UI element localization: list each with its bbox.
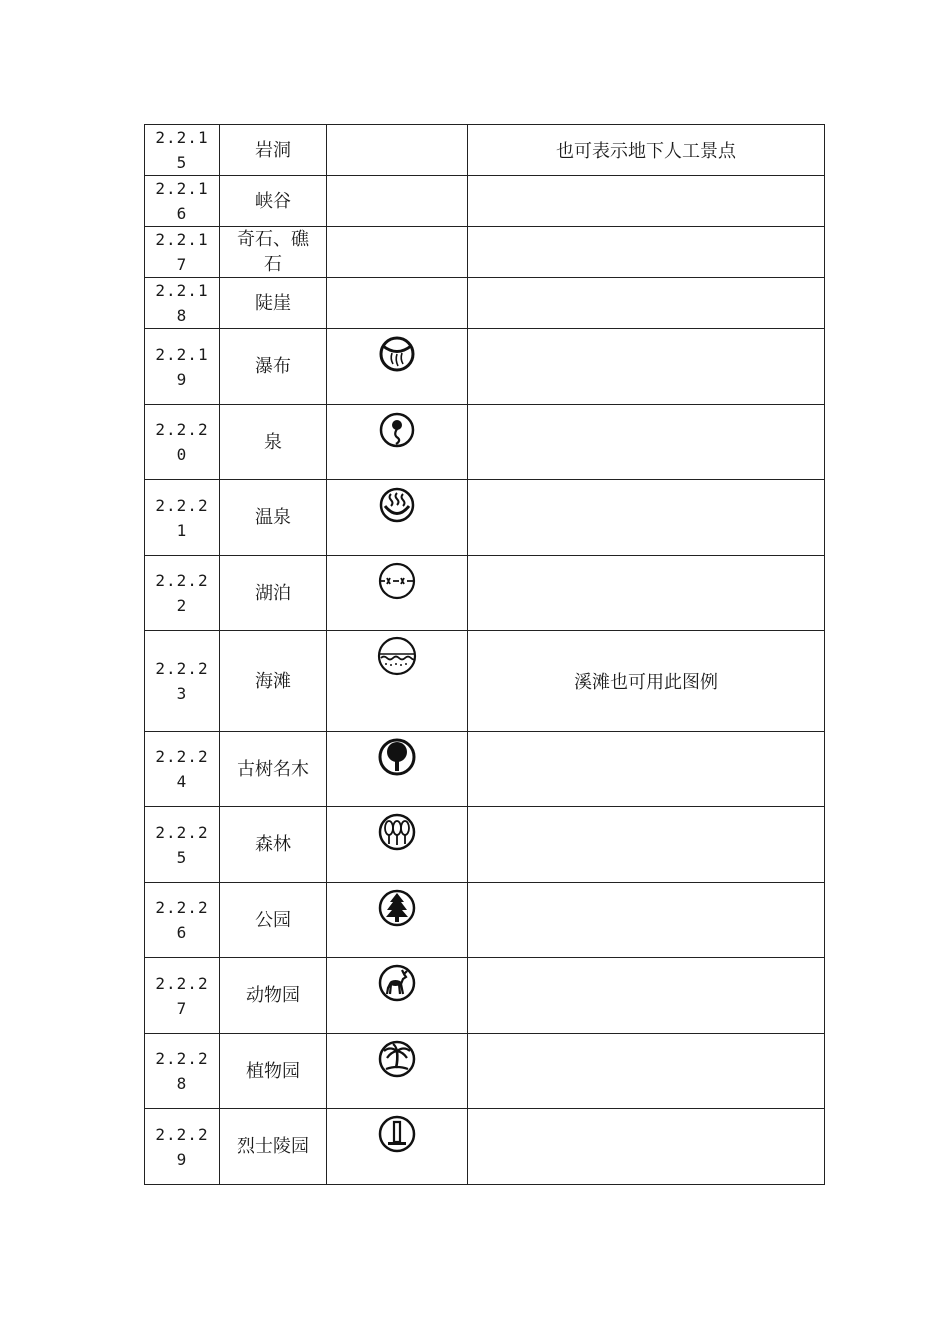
symbol-cell	[327, 807, 468, 883]
note-cell	[468, 732, 825, 807]
symbol-cell	[327, 631, 468, 732]
note-cell	[468, 405, 825, 480]
name-cell: 奇石、礁石	[220, 227, 327, 278]
note-cell	[468, 329, 825, 405]
note-cell	[468, 883, 825, 958]
name-cell: 泉	[220, 405, 327, 480]
name-cell: 岩洞	[220, 125, 327, 176]
code-cell: 2.2.21	[145, 480, 220, 556]
name-cell: 动物园	[220, 958, 327, 1034]
symbol-cell	[327, 1109, 468, 1185]
note-cell	[468, 176, 825, 227]
symbol-cell	[327, 883, 468, 958]
table-row	[145, 405, 825, 480]
code-cell: 2.2.25	[145, 807, 220, 883]
note-cell	[468, 1034, 825, 1109]
code-cell: 2.2.29	[145, 1109, 220, 1185]
park-icon	[373, 883, 421, 931]
lake-icon	[373, 556, 421, 604]
table-row	[145, 958, 825, 1034]
code-cell: 2.2.27	[145, 958, 220, 1034]
note-cell	[468, 278, 825, 329]
code-cell: 2.2.24	[145, 732, 220, 807]
table-row	[145, 883, 825, 958]
code-cell: 2.2.17	[145, 227, 220, 278]
table-row	[145, 278, 825, 329]
name-cell: 温泉	[220, 480, 327, 556]
code-cell: 2.2.23	[145, 631, 220, 732]
name-cell: 海滩	[220, 631, 327, 732]
symbol-cell	[327, 480, 468, 556]
symbol-cell	[327, 556, 468, 631]
note-cell	[468, 1109, 825, 1185]
table-row	[145, 556, 825, 631]
name-cell: 古树名木	[220, 732, 327, 807]
name-cell: 烈士陵园	[220, 1109, 327, 1185]
symbol-cell	[327, 1034, 468, 1109]
code-cell: 2.2.20	[145, 405, 220, 480]
code-cell: 2.2.26	[145, 883, 220, 958]
code-cell: 2.2.28	[145, 1034, 220, 1109]
table-row	[145, 480, 825, 556]
name-cell: 瀑布	[220, 329, 327, 405]
symbol-cell	[327, 405, 468, 480]
note-cell: 也可表示地下人工景点	[468, 125, 825, 176]
table-row	[145, 1109, 825, 1185]
ancient-tree-icon	[373, 732, 421, 780]
name-cell: 陡崖	[220, 278, 327, 329]
table-row	[145, 329, 825, 405]
name-cell: 湖泊	[220, 556, 327, 631]
table-row	[145, 227, 825, 278]
botanical-garden-icon	[373, 1034, 421, 1082]
martyrs-cemetery-icon	[373, 1109, 421, 1157]
hot-spring-icon	[373, 480, 421, 528]
note-cell	[468, 807, 825, 883]
table-row	[145, 125, 825, 176]
spring-icon	[373, 405, 421, 453]
legend-table	[144, 124, 825, 1185]
name-cell: 峡谷	[220, 176, 327, 227]
symbol-cell	[327, 329, 468, 405]
zoo-icon	[373, 958, 421, 1006]
symbol-cell	[327, 125, 468, 176]
table-row	[145, 732, 825, 807]
symbol-cell	[327, 176, 468, 227]
symbol-cell	[327, 278, 468, 329]
code-cell: 2.2.22	[145, 556, 220, 631]
forest-icon	[373, 807, 421, 855]
table-row	[145, 1034, 825, 1109]
symbol-cell	[327, 958, 468, 1034]
note-cell	[468, 958, 825, 1034]
note-cell	[468, 227, 825, 278]
note-cell	[468, 480, 825, 556]
symbol-cell	[327, 732, 468, 807]
note-cell	[468, 556, 825, 631]
note-cell: 溪滩也可用此图例	[468, 631, 825, 732]
beach-icon	[373, 631, 421, 679]
name-cell: 森林	[220, 807, 327, 883]
code-cell: 2.2.15	[145, 125, 220, 176]
code-cell: 2.2.19	[145, 329, 220, 405]
table-row	[145, 807, 825, 883]
waterfall-icon	[373, 329, 421, 377]
symbol-cell	[327, 227, 468, 278]
name-cell: 植物园	[220, 1034, 327, 1109]
table-row	[145, 631, 825, 732]
name-cell: 公园	[220, 883, 327, 958]
code-cell: 2.2.18	[145, 278, 220, 329]
table-row	[145, 176, 825, 227]
code-cell: 2.2.16	[145, 176, 220, 227]
